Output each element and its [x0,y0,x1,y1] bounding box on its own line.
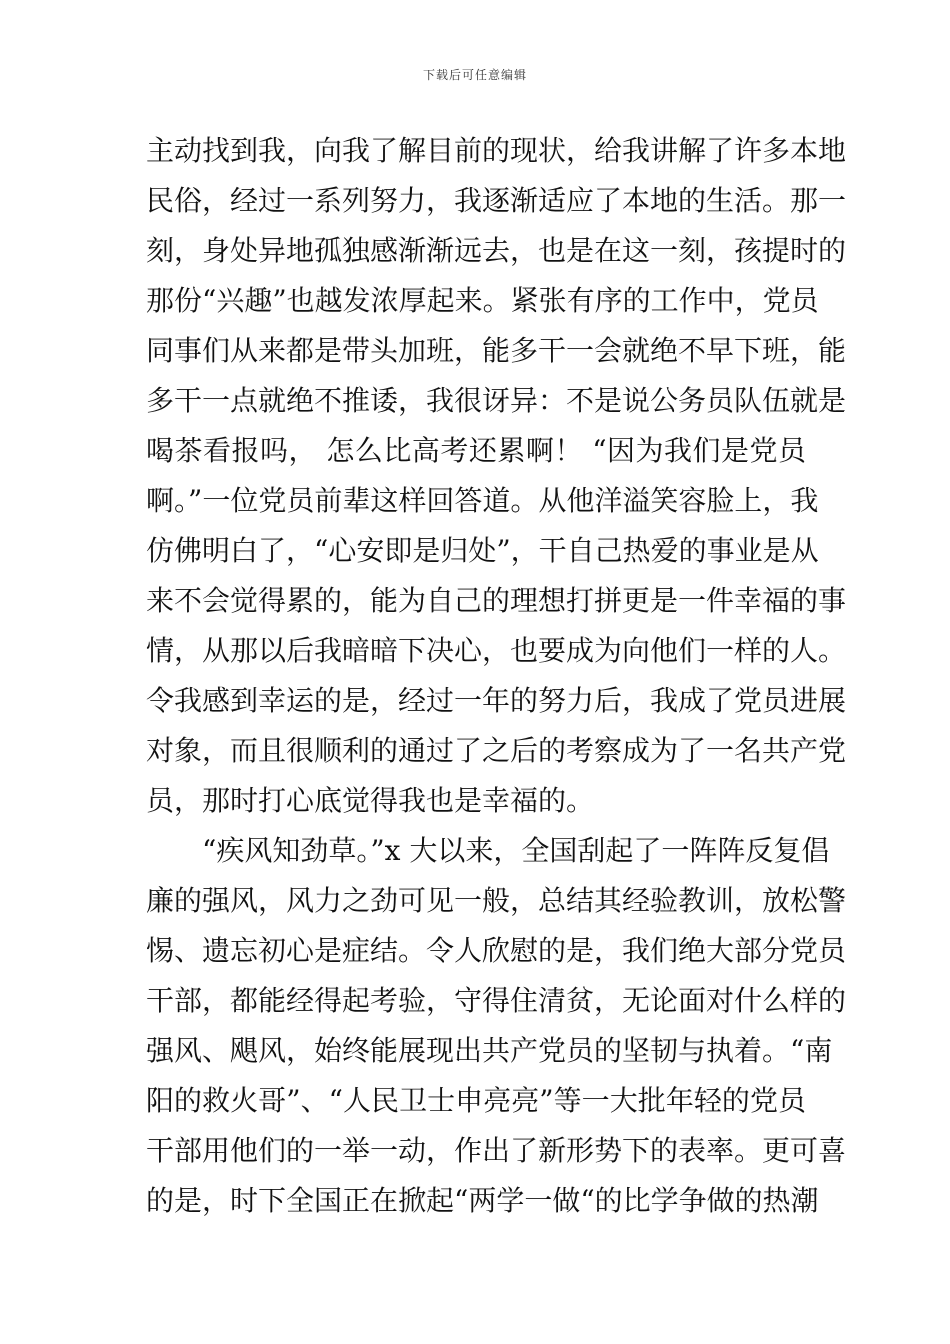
paragraph-first-line: “疾风知劲草。”x 大以来，全国刮起了一阵阵反复倡 [202,834,830,867]
text-line: 对象，而且很顺利的通过了之后的考察成为了一名共产党 [146,734,847,767]
text-line: 阳的救火哥”、“人民卫士申亮亮”等一大批年轻的党员 [146,1084,806,1117]
text-line: 惕、遗忘初心是症结。令人欣慰的是，我们绝大部分党员 [146,934,847,967]
text-line: 民俗，经过一系列努力，我逐渐适应了本地的生活。那一 [146,184,847,217]
text-line: 情，从那以后我暗暗下决心，也要成为向他们一样的人。 [146,634,847,667]
text-line: 多干一点就绝不推诿，我很讶异：不是说公务员队伍就是 [146,384,847,417]
paragraph-last-line: 员，那时打心底觉得我也是幸福的。 [146,784,595,817]
text-line: 廉的强风，风力之劲可见一般，总结其经验教训，放松警 [146,884,847,917]
document-body [146,126,847,1226]
text-line: 干部，都能经得起考验，守得住清贫，无论面对什么样的 [146,984,847,1017]
text-line: 喝茶看报吗， 怎么比高考还累啊！ “因为我们是党员 [146,434,806,467]
text-line: 啊。”一位党员前辈这样回答道。从他洋溢笑容脸上，我 [146,484,819,517]
text-line: 同事们从来都是带头加班，能多干一会就绝不早下班，能 [146,334,847,367]
page-header: 下载后可任意编辑 [422,68,527,82]
text-line: 那份“兴趣”也越发浓厚起来。紧张有序的工作中，党员 [146,284,819,317]
text-line: 仿佛明白了，“心安即是归处”，干自己热爱的事业是从 [146,534,819,567]
text-line: 来不会觉得累的，能为自己的理想打拼更是一件幸福的事 [146,584,847,617]
text-line: 令我感到幸运的是，经过一年的努力后，我成了党员进展 [146,684,847,717]
text-line: 的是，时下全国正在掀起“两学一做“的比学争做的热潮 [146,1184,819,1217]
text-line: 刻，身处异地孤独感渐渐远去，也是在这一刻，孩提时的 [146,234,847,267]
text-line: 强风、飓风，始终能展现出共产党员的坚韧与执着。“南 [146,1034,833,1067]
text-line: 干部用他们的一举一动，作出了新形势下的表率。更可喜 [146,1134,847,1167]
text-line: 主动找到我，向我了解目前的现状，给我讲解了许多本地 [146,134,847,167]
